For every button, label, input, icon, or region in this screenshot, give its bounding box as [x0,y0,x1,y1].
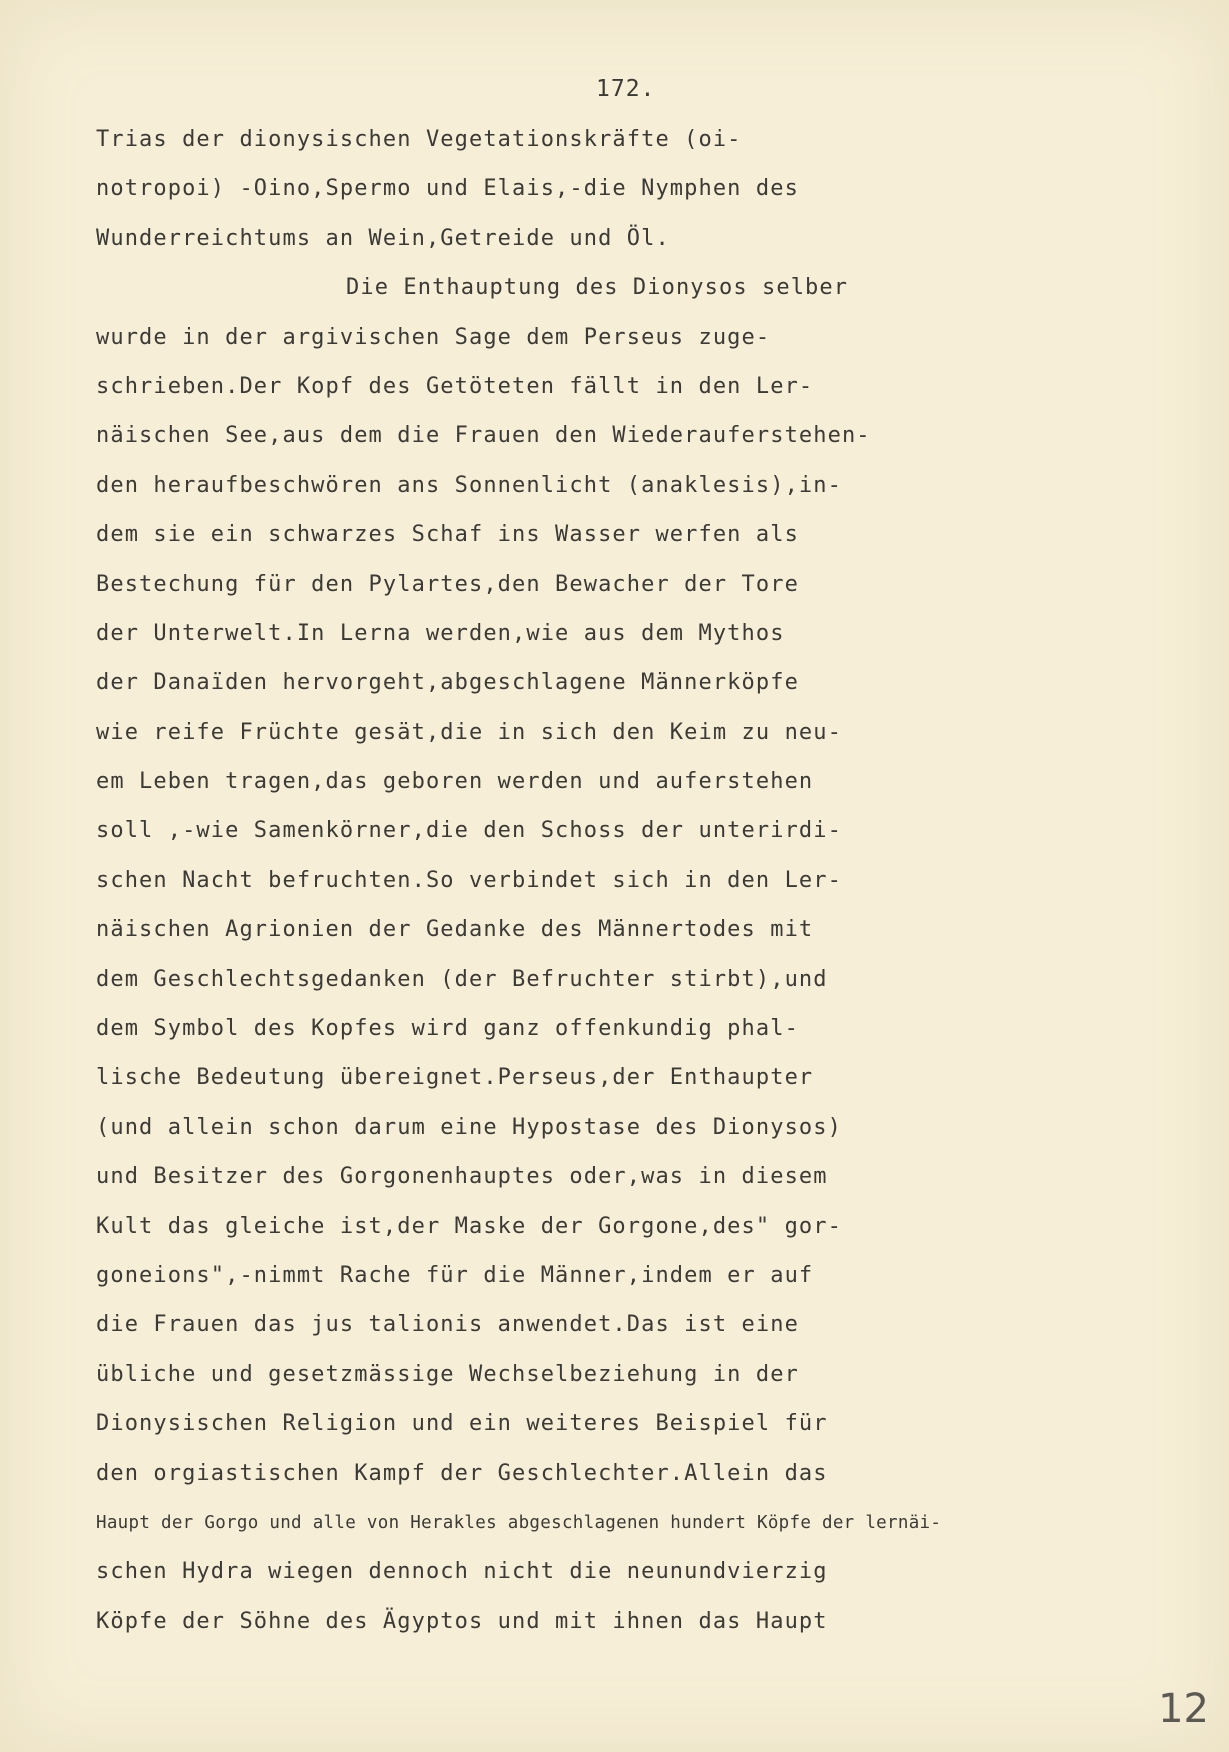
text-line: Köpfe der Söhne des Ägyptos und mit ihnen das Haupt [96,1608,828,1634]
handwritten-page-mark: 12 [1158,1686,1209,1732]
text-line: den heraufbeschwören ans Sonnenlicht (anaklesis),in- [96,472,842,498]
text-line: schrieben.Der Kopf des Getöteten fällt in den Ler- [96,373,814,399]
text-line: lische Bedeutung übereignet.Perseus,der Enthaupter [96,1065,814,1091]
typed-text-body [96,120,956,1651]
text-line: Bestechung für den Pylartes,den Bewacher der Tore [96,571,799,597]
text-line: dem Geschlechtsgedanken (der Befruchter stirbt),und [96,966,828,992]
text-line: näischen Agrionien der Gedanke des Männertodes mit [96,917,814,943]
text-line: und Besitzer des Gorgonenhauptes oder,was in diesem [96,1164,828,1190]
page-number: 172. [596,76,656,102]
text-line: den orgiastischen Kampf der Geschlechter.Allein das [96,1460,828,1486]
text-line: näischen See,aus dem die Frauen den Wiederauferstehen- [96,423,871,449]
text-line: schen Nacht befruchten.So verbindet sich in den Ler- [96,867,842,893]
text-line: die Frauen das jus talionis anwendet.Das ist eine [96,1312,799,1338]
text-line: schen Hydra wiegen dennoch nicht die neunundvierzig [96,1559,828,1585]
text-line: Haupt der Gorgo und alle von Herakles abgeschlagenen hundert Köpfe der lernäi- [96,1512,942,1533]
text-line: Kult das gleiche ist,der Maske der Gorgone,des" gor- [96,1213,842,1239]
text-line: dem sie ein schwarzes Schaf ins Wasser werfen als [96,522,799,548]
text-line: Die Enthauptung des Dionysos selber [346,275,849,301]
text-line: übliche und gesetzmässige Wechselbeziehung in der [96,1361,799,1387]
text-line: goneions",-nimmt Rache für die Männer,indem er auf [96,1262,814,1288]
text-line: der Danaïden hervorgeht,abgeschlagene Männerköpfe [96,670,799,696]
text-line: soll ,-wie Samenkörner,die den Schoss der unterirdi- [96,818,842,844]
text-line: em Leben tragen,das geboren werden und auferstehen [96,769,814,795]
text-line: Trias der dionysischen Vegetationskräfte (oi- [96,127,742,152]
text-line: wie reife Früchte gesät,die in sich den Keim zu neu- [96,719,842,745]
text-line: der Unterwelt.In Lerna werden,wie aus dem Mythos [96,620,785,646]
text-line: dem Symbol des Kopfes wird ganz offenkundig phal- [96,1016,799,1042]
text-line: (und allein schon darum eine Hypostase des Dionysos) [96,1114,842,1140]
text-line: notropoi) -Oino,Spermo und Elais,-die Nymphen des [96,176,799,202]
text-line: wurde in der argivischen Sage dem Perseus zuge- [96,324,771,350]
text-line: Wunderreichtums an Wein,Getreide und Öl. [96,225,670,251]
text-line: Dionysischen Religion und ein weiteres Beispiel für [96,1411,828,1437]
